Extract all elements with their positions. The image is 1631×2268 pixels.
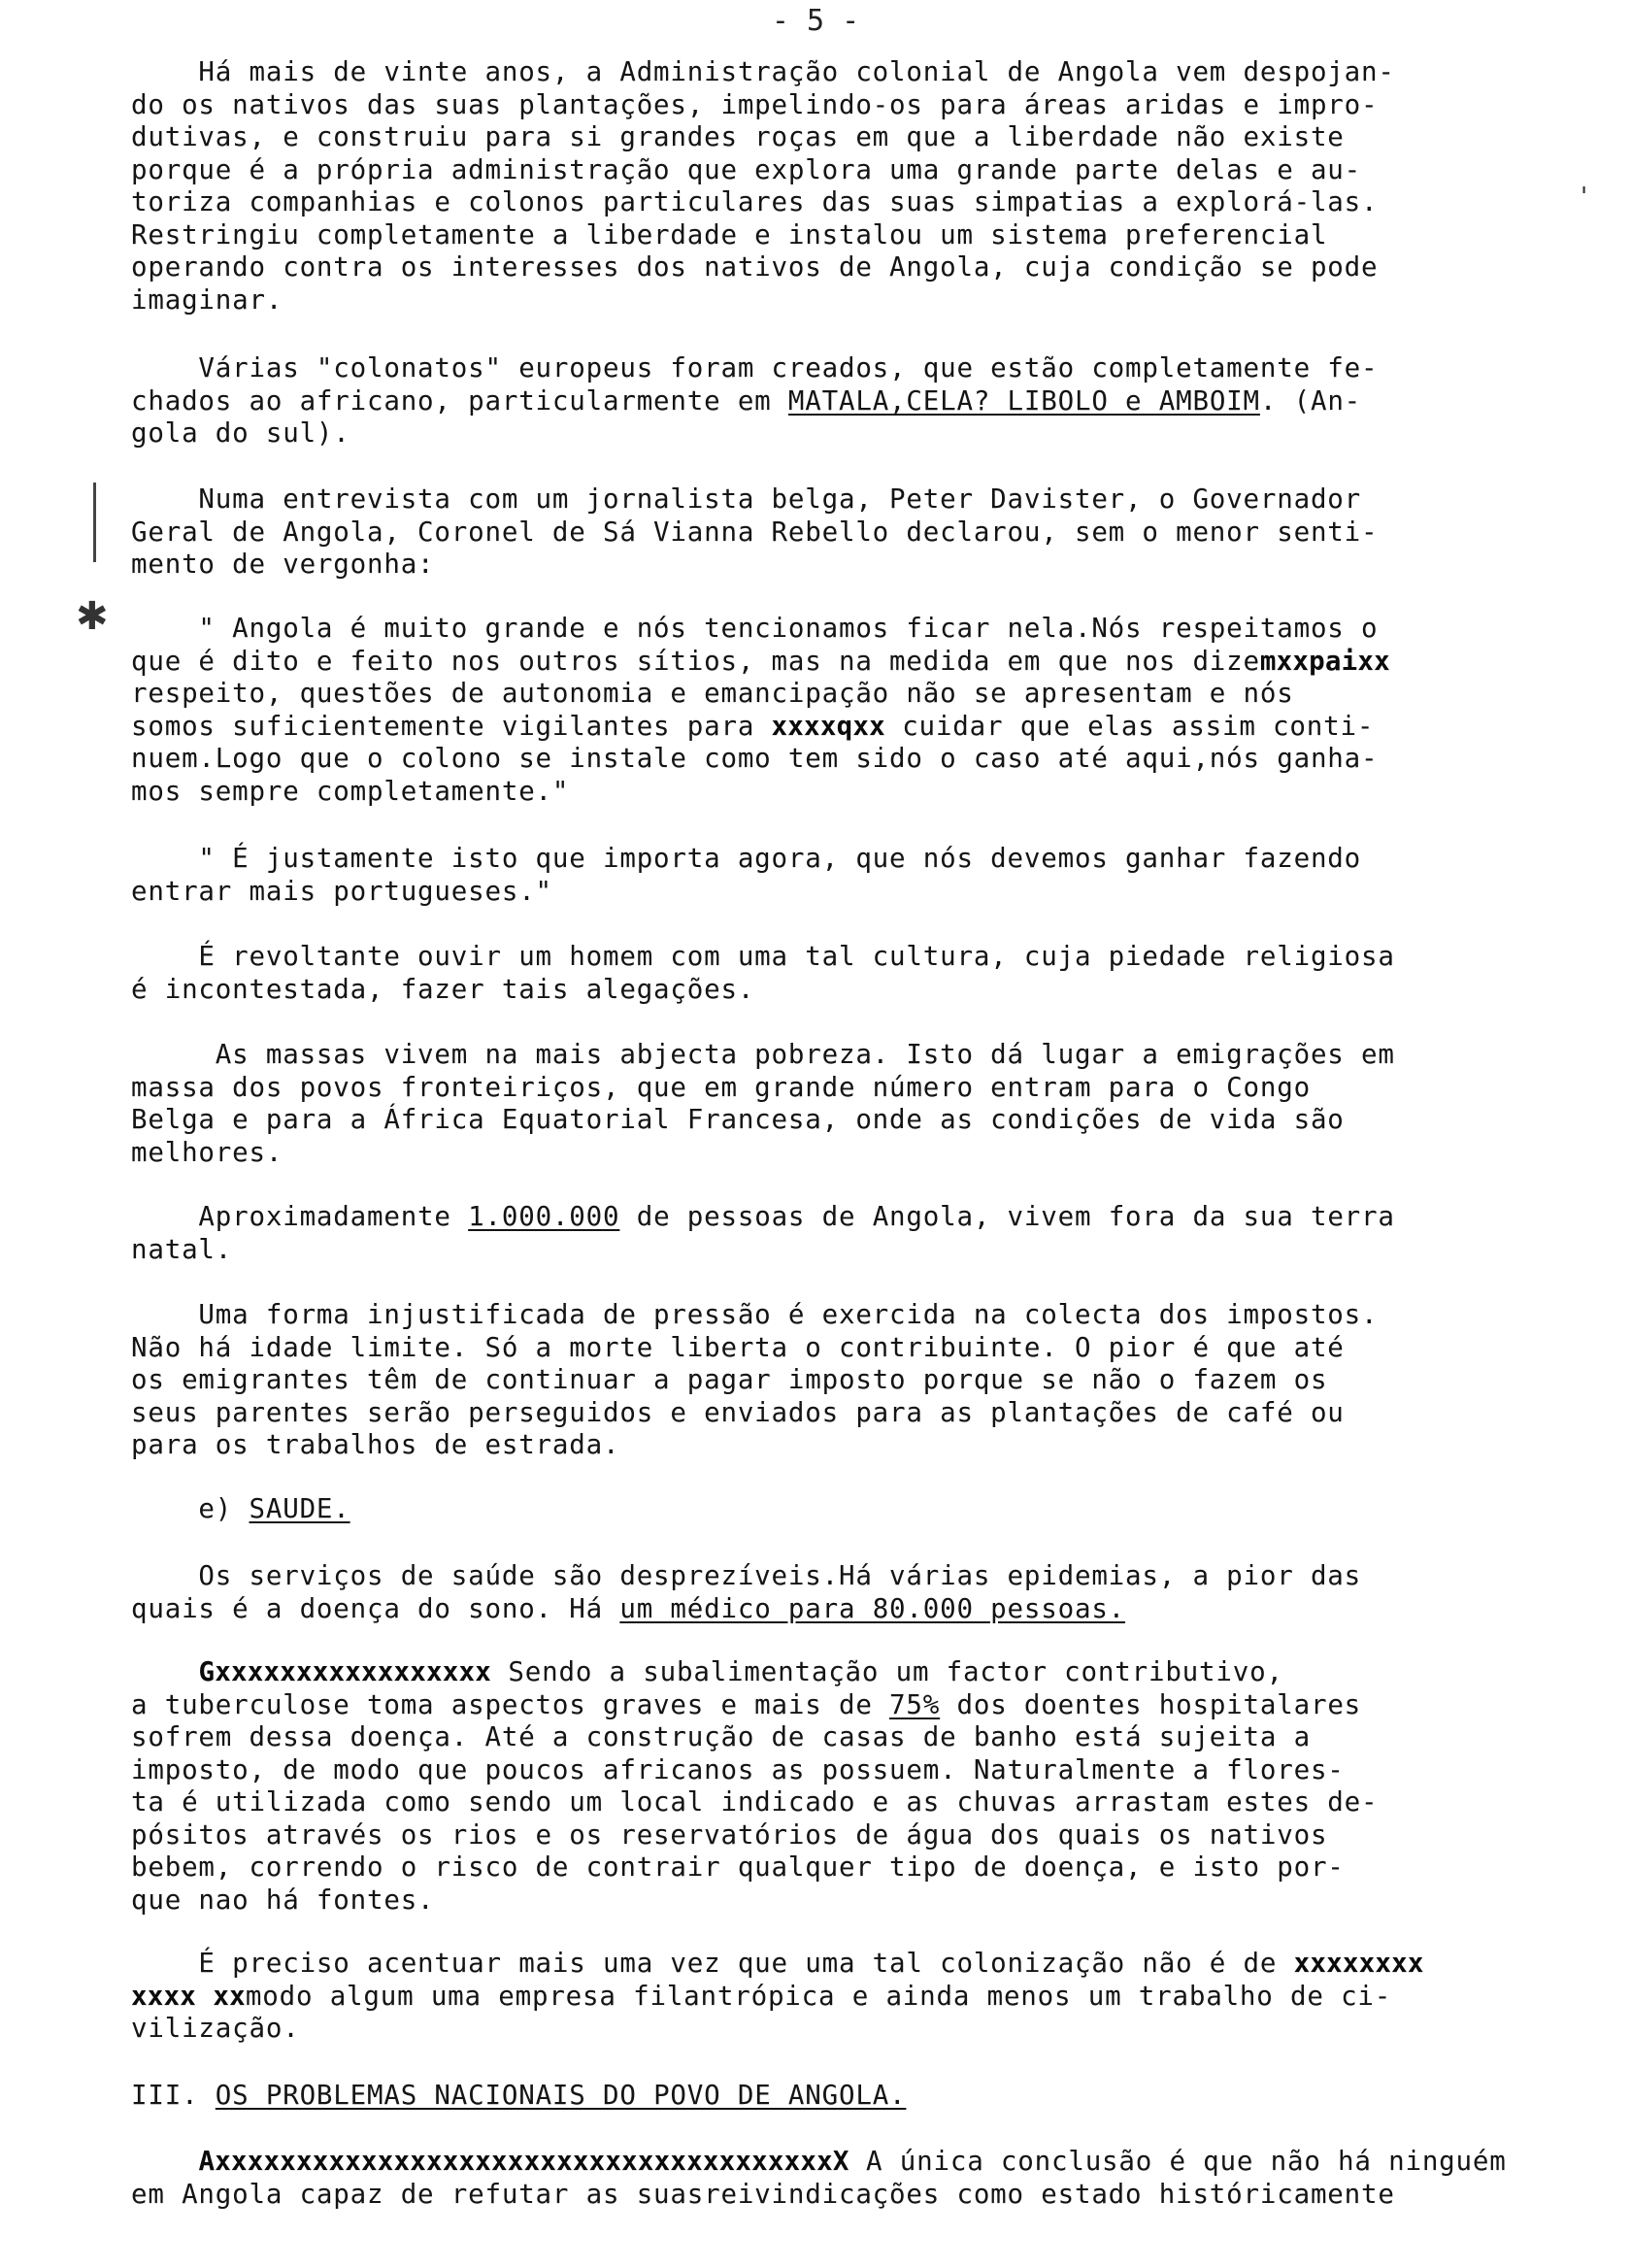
text-line <box>131 1201 1568 1234</box>
text-line: respeito, questões de autonomia e emancipação não se apresentam e nós <box>131 678 1294 709</box>
text-line: operando contra os interesses dos nativos de Angola, cuja condição se pode <box>131 251 1379 283</box>
text-line <box>131 711 1568 744</box>
text-line: dutivas, e construiu para si grandes roças em que a liberdade não existe <box>131 121 1345 152</box>
text-line: melhores. <box>131 1136 283 1168</box>
text-line: pósitos através os rios e os reservatórios de água dos quais os nativos <box>131 1818 1328 1851</box>
text-segment: Aproximadamente <box>131 1201 469 1232</box>
underlined-phrase: um médico para 80.000 pessoas. <box>619 1592 1126 1624</box>
text-line: imposto, de modo que poucos africanos as possuem. Naturalmente a flores- <box>131 1753 1345 1785</box>
text-line: gola do sul). <box>131 417 350 449</box>
paragraph-10 <box>131 1560 1568 1625</box>
text-line <box>131 2146 1568 2179</box>
text-line: porque é a própria administração que explora uma grande parte delas e au- <box>131 153 1362 185</box>
paragraph-7 <box>131 1039 1568 1169</box>
text-line <box>131 1981 1568 2014</box>
margin-star-mark: ✱ <box>76 594 109 639</box>
text-segment: que é dito e feito nos outros sítios, mas na medida em que nos dize <box>131 645 1260 677</box>
struck-out-text: xx <box>213 1980 246 2012</box>
underlined-percent: 75% <box>889 1688 941 1720</box>
underlined-number: 1.000.000 <box>468 1201 620 1232</box>
text-line: vilização. <box>131 2013 300 2044</box>
paragraph-6 <box>131 941 1568 1006</box>
struck-out-text: AxxxxxxxxxxxxxxxxxxxxxxxxxxxxxxxxxxxxxxX <box>198 2146 849 2177</box>
text-segment: A única conclusão é que não há ninguém <box>849 2146 1507 2177</box>
text-line: As massas vivem na mais abjecta pobreza. Isto dá lugar a emigrações em <box>131 1039 1395 1070</box>
text-segment: chados ao africano, particularmente em <box>131 384 788 417</box>
text-line: Os serviços de saúde são desprezíveis.Há várias epidemias, a pior das <box>131 1560 1362 1591</box>
text-line <box>131 1689 1568 1722</box>
text-line: entrar mais portugueses." <box>131 875 552 907</box>
text-line: Há mais de vinte anos, a Administração colonial de Angola vem despojan- <box>131 56 1395 87</box>
paragraph-11 <box>131 1656 1568 1917</box>
paragraph-13 <box>131 2146 1568 2211</box>
paragraph-2 <box>131 352 1568 450</box>
text-line: natal. <box>131 1233 233 1265</box>
text-line: imaginar. <box>131 284 283 316</box>
text-line: " Angola é muito grande e nós tencionamos ficar nela.Nós respeitamos o <box>131 613 1379 644</box>
struck-out-text: xxxx <box>131 1980 197 2012</box>
text-line: para os trabalhos de estrada. <box>131 1429 620 1460</box>
text-line <box>131 2080 1568 2113</box>
text-line <box>131 1493 1568 1526</box>
text-line: ta é utilizada como sendo um local indicado e as chuvas arrastam estes de- <box>131 1786 1379 1818</box>
text-segment: quais é a doença do sono. Há <box>131 1592 620 1624</box>
paragraph-3 <box>131 484 1568 582</box>
text-line: Numa entrevista com um jornalista belga, Peter Davister, o Governador <box>131 484 1362 515</box>
text-line <box>131 646 1568 679</box>
heading-title: OS PROBLEMAS NACIONAIS DO POVO DE ANGOLA. <box>215 2080 907 2111</box>
text-line: Não há idade limite. Só a morte liberta o contribuinte. O pior é que até <box>131 1331 1345 1363</box>
paragraph-12 <box>131 1948 1568 2046</box>
margin-bar <box>93 483 96 562</box>
text-segment: . (An- <box>1259 384 1362 417</box>
section-heading-iii <box>131 2080 1568 2113</box>
text-line: seus parentes serão perseguidos e enviados para as plantações de café ou <box>131 1396 1345 1428</box>
paragraph-5 <box>131 843 1568 908</box>
heading-prefix: III. <box>131 2080 216 2111</box>
struck-out-text: mxxpaixx <box>1259 645 1390 677</box>
text-line: é incontestada, fazer tais alegações. <box>131 973 755 1005</box>
text-line: bebem, correndo o risco de contrair qualquer tipo de doença, e isto por- <box>131 1851 1345 1883</box>
text-line: Geral de Angola, Coronel de Sá Vianna Rebello declarou, sem o menor senti- <box>131 516 1379 548</box>
heading-title: SAUDE. <box>249 1493 350 1524</box>
text-line: mos sempre completamente." <box>131 775 570 807</box>
struck-out-text: xxxxxxxx <box>1293 1948 1424 1979</box>
text-line: Uma forma injustificada de pressão é exercida na colecta dos impostos. <box>131 1299 1379 1330</box>
text-line <box>131 1593 1568 1626</box>
paragraph-9 <box>131 1299 1568 1462</box>
text-line <box>131 1948 1568 1981</box>
text-line <box>131 385 1568 418</box>
text-line: do os nativos das suas plantações, impelindo-os para áreas aridas e impro- <box>131 88 1379 120</box>
struck-out-text: Gxxxxxxxxxxxxxxxxx <box>198 1656 492 1687</box>
heading-prefix: e) <box>131 1493 250 1524</box>
text-line: os emigrantes têm de continuar a pagar imposto porque se não o fazem os <box>131 1364 1328 1395</box>
struck-out-text: xxxxqxx <box>771 710 885 742</box>
text-line: toriza companhias e colonos particulares das suas simpatias a explorá-las. <box>131 186 1379 217</box>
underlined-places: MATALA,CELA? LIBOLO e AMBOIM <box>787 384 1260 417</box>
text-line: mento de vergonha: <box>131 549 435 580</box>
text-line: Restringiu completamente a liberdade e instalou um sistema preferencial <box>131 218 1328 250</box>
right-margin-tick: ' <box>1581 183 1588 212</box>
section-heading-e <box>131 1493 1568 1526</box>
page-number: - 5 - <box>771 4 860 38</box>
text-line <box>131 1656 1568 1689</box>
text-segment: Sendo a subalimentação um factor contributivo, <box>491 1656 1283 1687</box>
text-line: Várias "colonatos" europeus foram creados, que estão completamente fe- <box>131 352 1379 384</box>
text-segment: dos doentes hospitalares <box>940 1688 1362 1720</box>
text-line: que nao há fontes. <box>131 1884 435 1916</box>
paragraph-1 <box>131 56 1568 317</box>
text-line: É revoltante ouvir um homem com uma tal cultura, cuja piedade religiosa <box>131 941 1395 972</box>
text-segment: a tuberculose toma aspectos graves e mais de <box>131 1688 890 1720</box>
text-line: nuem.Logo que o colono se instale como tem sido o caso até aqui,nós ganha- <box>131 743 1379 774</box>
text-segment: É preciso acentuar mais uma vez que uma tal colonização não é de <box>131 1948 1278 1979</box>
text-line: sofrem dessa doença. Até a construção de casas de banho está sujeita a <box>131 1721 1311 1752</box>
text-segment: modo algum uma empresa filantrópica e ainda menos um trabalho de ci- <box>245 1980 1392 2012</box>
text-segment: somos suficientemente vigilantes para <box>131 710 772 742</box>
paragraph-8 <box>131 1201 1568 1266</box>
text-line: em Angola capaz de refutar as suasreivindicações como estado históricamente <box>131 2178 1395 2210</box>
text-line: Belga e para a África Equatorial Francesa, onde as condições de vida são <box>131 1104 1345 1135</box>
text-line: " É justamente isto que importa agora, que nós devemos ganhar fazendo <box>131 843 1362 874</box>
paragraph-4 <box>131 613 1568 808</box>
text-segment: cuidar que elas assim conti- <box>884 710 1375 742</box>
text-segment: de pessoas de Angola, vivem fora da sua terra <box>619 1201 1395 1232</box>
text-line: massa dos povos fronteiriços, que em grande número entram para o Congo <box>131 1071 1311 1103</box>
